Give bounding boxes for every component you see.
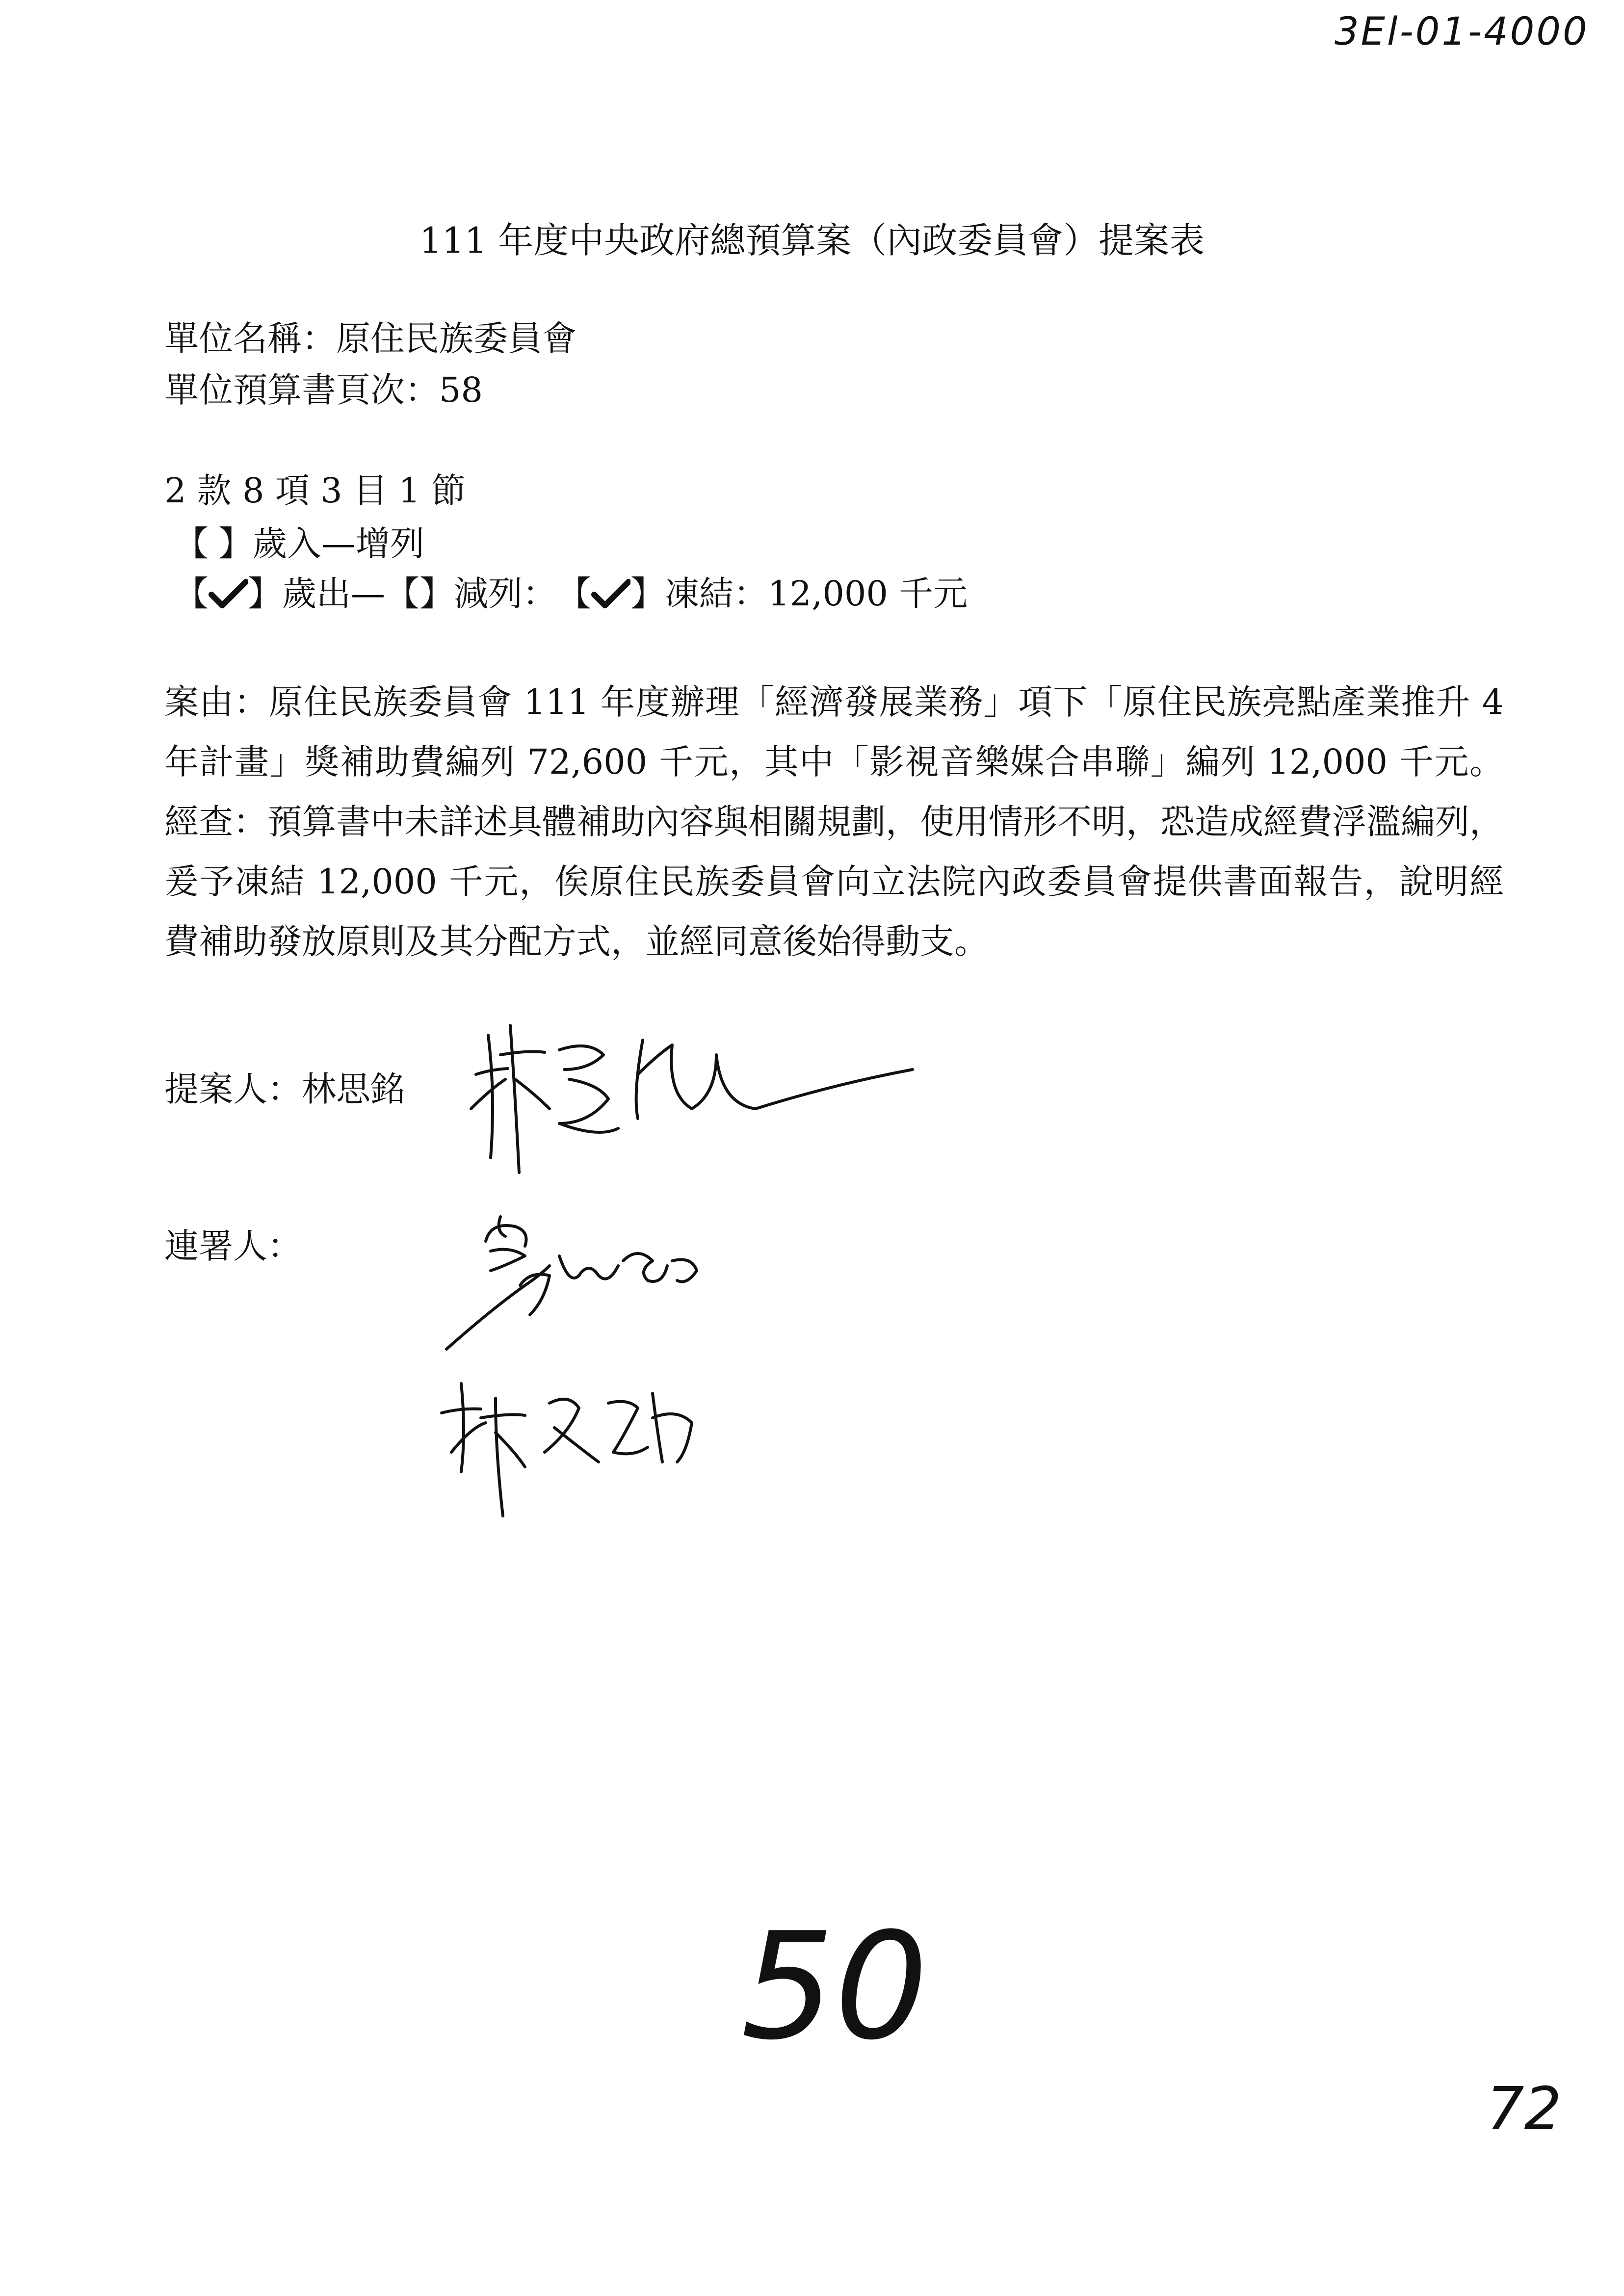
revenue-label: 歲入—增列 (253, 523, 424, 564)
bracket-close: 】 (218, 523, 253, 564)
bracket-open: 【 (174, 523, 209, 564)
proposer-label: 提案人：林思銘 (164, 1069, 405, 1109)
expenditure-checkbox (174, 569, 282, 618)
corner-mark: 3El-01-4000 (1335, 10, 1589, 54)
cosigner-signature (432, 1187, 775, 1374)
reduce-checkbox: 【】 (385, 574, 454, 614)
checkmark-icon (209, 579, 248, 608)
revenue-line (174, 519, 424, 568)
checkmark-icon (591, 579, 630, 608)
freeze-amount: 凍結：12,000 千元 (665, 574, 968, 614)
budget-section: 2 款 8 項 3 目 1 節 (164, 470, 466, 511)
bracket-open: 【 (557, 574, 591, 614)
bracket-open: 【 (174, 574, 209, 614)
reduce-label: 減列： (454, 574, 557, 614)
proposer-signature (461, 996, 952, 1182)
unit-name: 單位名稱：原住民族委員會 (164, 318, 576, 359)
cosigner-label: 連署人： (164, 1226, 302, 1266)
case-description: 案由：原住民族委員會 111 年度辦理「經濟發展業務」項下「原住民族亮點產業推升 4 年計畫」獎補助費編列 72,600 千元，其中「影視音樂媒合串聯」編列 12,000 千元。經查：預算書中未詳述具體補助內容與相關規劃，使用情形不明，恐造成經費浮濫編列，爰予凍結 12,000 千元，俟原住民族委員會向立法院內政委員會提供書面報告，說明經費補助發放原則及其分配方式，並經同意後始得動支。 (164, 682, 1504, 962)
page-title: 111 年度中央政府總預算案（內政委員會）提案表 (419, 220, 1205, 261)
cosigner-signature (422, 1354, 765, 1540)
page-mark: 72 (1487, 2075, 1562, 2143)
bracket-close: 】 (248, 574, 282, 614)
freeze-checkbox (557, 569, 665, 618)
revenue-checkbox (174, 519, 253, 568)
unit-budget-page: 單位預算書頁次：58 (164, 370, 483, 410)
handwritten-number: 50 (741, 1901, 928, 2072)
bracket-close: 】 (630, 574, 665, 614)
expenditure-label: 歲出— (282, 574, 385, 614)
expenditure-line (174, 569, 968, 618)
